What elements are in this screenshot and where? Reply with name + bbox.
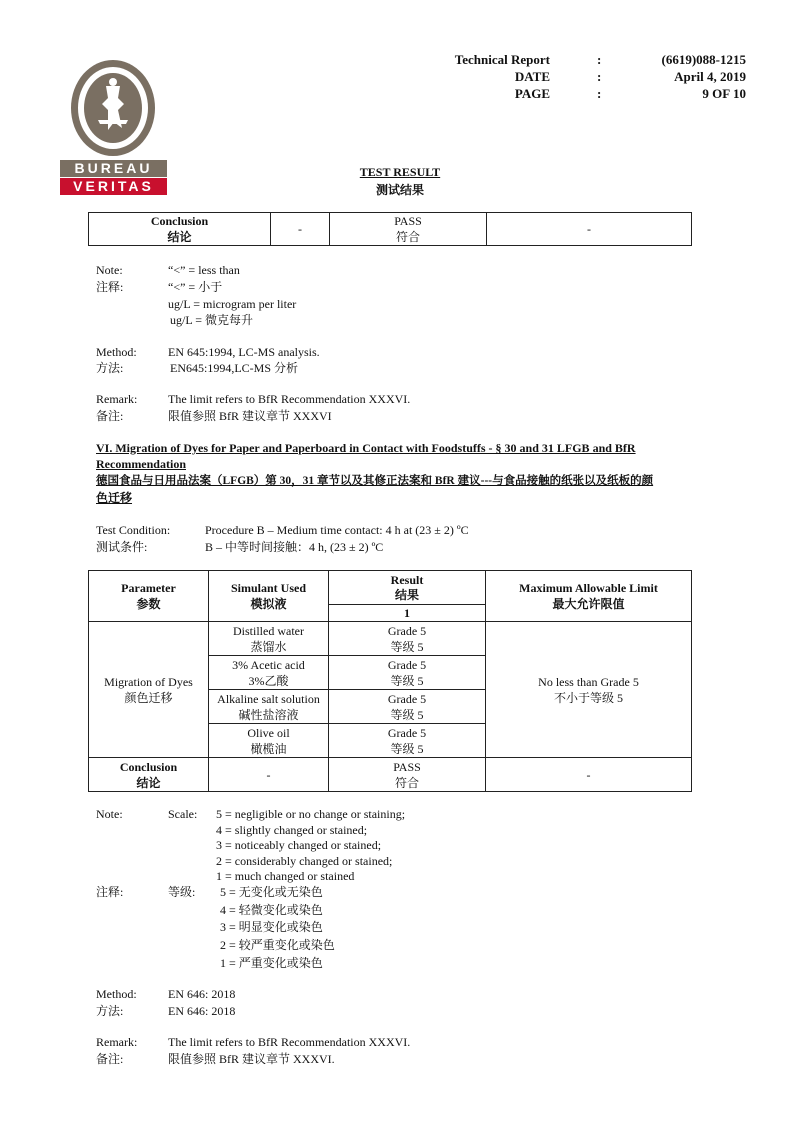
- migration-results-table: [88, 570, 692, 792]
- dash-cell: -: [486, 758, 692, 792]
- header-result: Result 结果: [329, 571, 486, 605]
- test-condition-label: Test Condition:: [96, 523, 171, 537]
- header-simulant: Simulant Used 模拟液: [209, 571, 329, 622]
- conclusion-label: Conclusion 结论: [89, 758, 209, 792]
- simulant-cell: 3% Acetic acid 3%乙酸: [209, 656, 329, 690]
- note-line: “<” = 小于: [168, 280, 223, 294]
- scale-label: Scale:: [168, 807, 198, 821]
- scale-line: 1 = much changed or stained: [216, 869, 355, 883]
- scale-line-zh: 2 = 较严重变化或染色: [220, 938, 335, 952]
- scale-label-zh: 等级:: [168, 885, 196, 899]
- note-label: Note:: [96, 807, 123, 821]
- page-label: PAGE: [514, 86, 550, 101]
- result-cell: Grade 5 等级 5: [329, 724, 486, 758]
- section-title-zh: 德国食品与日用品法案（LFGB）第 30，31 章节以及其修正法案和 BfR 建议---与食品接触的纸张以及纸板的颜: [96, 475, 654, 487]
- logo-bureau-text: BUREAU: [60, 160, 167, 177]
- bureau-veritas-seal-logo: [68, 58, 158, 158]
- result-cell: Grade 5 等级 5: [329, 622, 486, 656]
- simulant-cell: Distilled water 蒸馏水: [209, 622, 329, 656]
- remark-text: The limit refers to BfR Recommendation XXXVI.: [168, 392, 411, 406]
- scale-line: 2 = considerably changed or stained;: [216, 854, 393, 868]
- section-title-cont: Recommendation: [96, 457, 186, 471]
- parameter-cell: Migration of Dyes 颜色迁移: [89, 622, 209, 758]
- method-text: EN 646: 2018: [168, 987, 236, 1001]
- conclusion-result: PASS 符合: [330, 213, 487, 246]
- scale-line-zh: 1 = 严重变化或染色: [220, 956, 323, 970]
- method-text-zh: EN645:1994,LC-MS 分析: [170, 361, 299, 375]
- page-number: 9 OF 10: [702, 86, 746, 101]
- result-cell: Grade 5 等级 5: [329, 690, 486, 724]
- scale-line-zh: 5 = 无变化或无染色: [220, 885, 323, 899]
- test-condition-text: Procedure B – Medium time contact: 4 h at (23 ± 2) ºC: [205, 523, 469, 537]
- scale-line-zh: 3 = 明显变化或染色: [220, 920, 323, 934]
- header-result-col: 1: [329, 605, 486, 622]
- page-title-zh: 测试结果: [375, 183, 424, 197]
- dash-cell: -: [271, 213, 330, 246]
- remark-text-zh: 限值参照 BfR 建议章节 XXXVI.: [168, 1052, 335, 1066]
- remark-text-zh: 限值参照 BfR 建议章节 XXXVI: [168, 409, 332, 423]
- header-parameter: Parameter 参数: [89, 571, 209, 622]
- remark-label-zh: 备注:: [96, 1052, 124, 1066]
- section-title: VI. Migration of Dyes for Paper and Paperboard in Contact with Foodstuffs - § 30 and 31 LFGB and BfR: [96, 441, 636, 455]
- note-label: Note:: [96, 263, 123, 277]
- dash-cell: -: [487, 213, 692, 246]
- conclusion-label: Conclusion 结论: [89, 213, 271, 246]
- report-date: April 4, 2019: [674, 69, 746, 84]
- limit-cell: No less than Grade 5 不小于等级 5: [486, 622, 692, 758]
- colon: :: [597, 69, 602, 84]
- report-label: Technical Report: [454, 52, 550, 67]
- report-number: (6619)088-1215: [661, 52, 746, 67]
- page-title: TEST RESULT: [359, 165, 441, 179]
- remark-label: Remark:: [96, 1035, 138, 1049]
- conclusion-result: PASS 符合: [329, 758, 486, 792]
- method-text: EN 645:1994, LC-MS analysis.: [168, 345, 320, 359]
- logo-veritas-text: VERITAS: [60, 178, 167, 195]
- simulant-cell: Alkaline salt solution 碱性盐溶液: [209, 690, 329, 724]
- scale-line-zh: 4 = 轻微变化或染色: [220, 903, 323, 917]
- colon: :: [597, 86, 602, 101]
- scale-line: 5 = negligible or no change or staining;: [216, 807, 406, 821]
- conclusion-table-top: [88, 212, 692, 246]
- simulant-cell: Olive oil 橄榄油: [209, 724, 329, 758]
- method-label-zh: 方法:: [96, 1004, 124, 1018]
- note-label-zh: 注释:: [96, 885, 124, 899]
- test-condition-label-zh: 测试条件:: [96, 540, 148, 554]
- test-condition-text-zh: B – 中等时间接触：4 h, (23 ± 2) ºC: [205, 540, 384, 554]
- colon: :: [597, 52, 602, 67]
- method-text-zh: EN 646: 2018: [168, 1004, 236, 1018]
- section-title-zh-cont: 色迁移: [96, 491, 133, 505]
- scale-line: 4 = slightly changed or stained;: [216, 823, 368, 837]
- remark-label: Remark:: [96, 392, 138, 406]
- method-label: Method:: [96, 987, 137, 1001]
- note-line: ug/L = microgram per liter: [168, 297, 297, 311]
- note-line: “<” = less than: [168, 263, 240, 277]
- date-label: DATE: [514, 69, 550, 84]
- method-label-zh: 方法:: [96, 361, 124, 375]
- result-cell: Grade 5 等级 5: [329, 656, 486, 690]
- dash-cell: -: [209, 758, 329, 792]
- scale-line: 3 = noticeably changed or stained;: [216, 838, 382, 852]
- note-label-zh: 注释:: [96, 280, 124, 294]
- method-label: Method:: [96, 345, 137, 359]
- header-limit: Maximum Allowable Limit 最大允许限值: [486, 571, 692, 622]
- note-line: ug/L = 微克每升: [170, 313, 253, 327]
- remark-text: The limit refers to BfR Recommendation XXXVI.: [168, 1035, 411, 1049]
- remark-label-zh: 备注:: [96, 409, 124, 423]
